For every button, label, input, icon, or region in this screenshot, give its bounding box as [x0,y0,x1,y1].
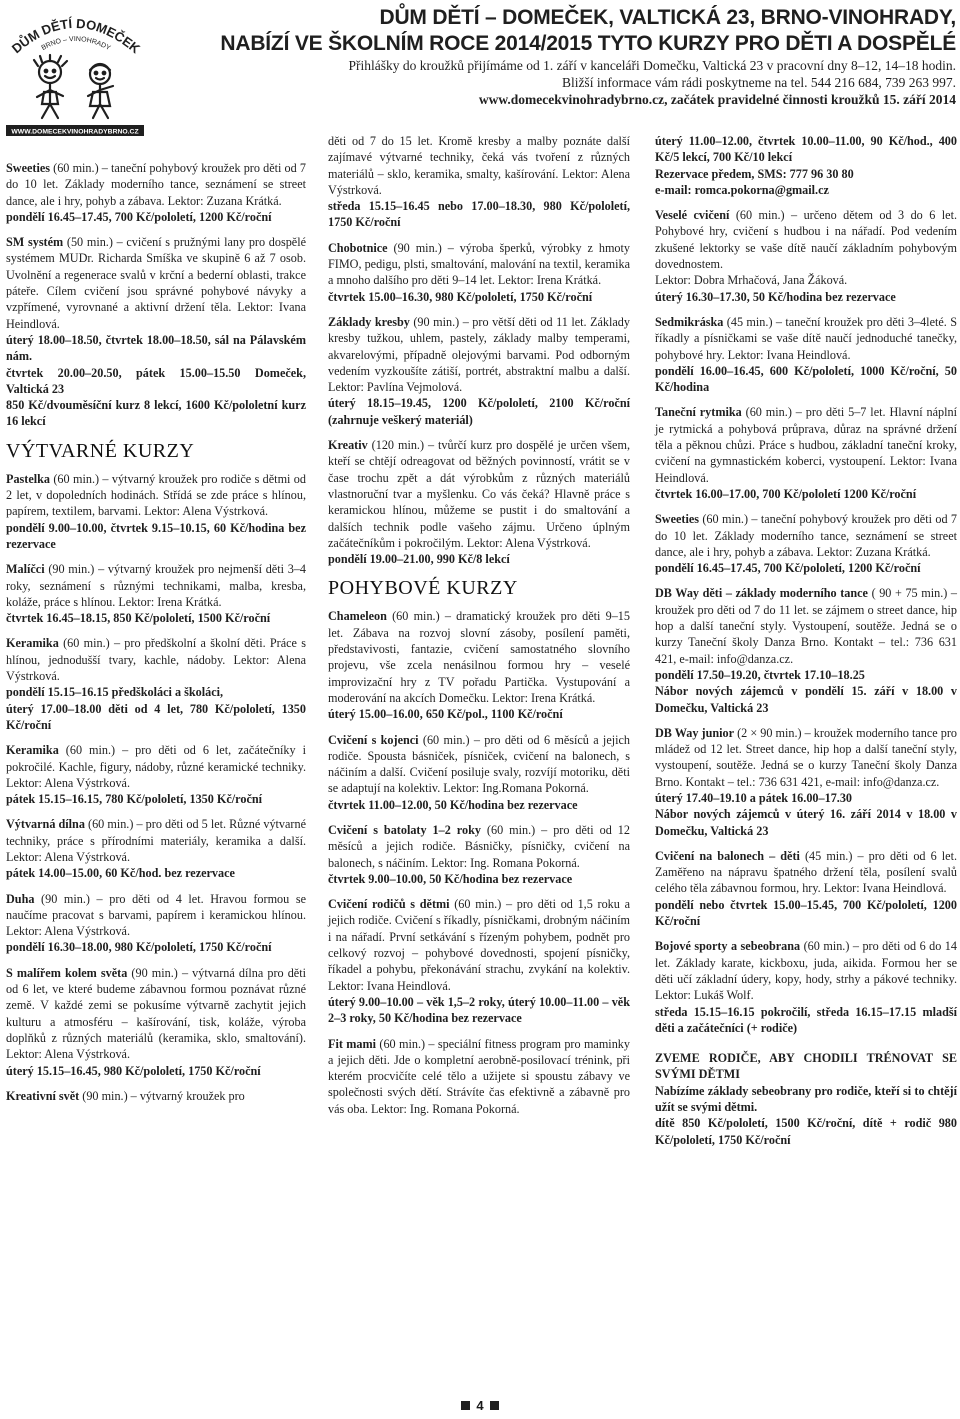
course-sweeties-2 [655,511,957,576]
course-description: ( 90 + 75 min.) – kroužek pro děti od 7 do 11 let. se zájmem o street dance, hip hop a další taneční styly. Vystoupení, soutěže. Jedná se o kurzy Taneční školy Danza Brno. Kontakt – tel.: 736 631 421, e-mail: info@danza.cz. [655,586,957,666]
column-1 [6,160,306,1113]
column-3 [655,133,957,1157]
invite-heading: ZVEME RODIČE, ABY CHODILI TRÉNOVAT SE SVÝMI DĚTMI [655,1051,957,1082]
course-description: (60 min.) – určeno dětem od 3 do 6 let. Pohybové hry, cvičení s hudbou i na nářadí. Pod vedením zkušené lektorky se vaše dítě naučí základním pohybovým dovednostem. [655,208,957,272]
course-schedule: čtvrtek 15.00–16.30, 980 Kč/pololetí, 1750 Kč/roční [328,289,593,304]
course-description: (90 min.) – pro děti od 4 let. Hravou formou se naučíme pracovat s barvami, papírem i keramickou hlínou. Lektor: Alena Výstrková. [6,891,306,939]
course-description: (60 min.) – pro děti od 1,5 roku a jejich rodiče. Cvičení s říkadly, písničkami, drobným náčiním i na nářadí. První setkávání s řízeným pohybem, podnět pro celkový rozvoj – pohybové dovednosti, spojení písničky, říkadel a pohybu, překonávání strachu, zvykání na kolektiv. Lektor: Ivana Heindlová. [328,897,630,993]
course-description: (120 min.) – tvůrčí kurz pro dospělé je určen všem, kteří se chtějí odreagovat od běžných povinností, vrátit se v čase trochu zpět a dát výrobkům z různých materiálů vlastnoruční tvar a myšlenku. Co vás čeká? Hlavně práce s keramickou hlínou, můžeme se pustit i do smaltování a dalších technik podle vašeho zájmu. Určeno úplným začátečníkům i pokročilým. Lektor: Alena Výstrková. [328,438,630,550]
course-name: Keramika [6,636,59,651]
course-description: děti od 7 do 15 let. Kromě kresby a malby poznáte další zajímavé výtvarné techniky, čeká vás tvoření z různých materiálů – sklo, keramika, smalty, kašírování. Lektor: Alena Výstrková. [328,134,630,197]
course-pastelka [6,471,306,552]
course-cviceni-na-balonech [655,848,957,929]
course-fit-mami [328,1036,630,1117]
course-name: DB Way děti – základy moderního tance [655,586,868,601]
course-cviceni-s-batolaty [328,822,630,887]
course-schedule: čtvrtek 16.45–18.15, 850 Kč/pololetí, 1500 Kč/roční [6,611,271,626]
course-name: Kreativ [328,438,368,453]
course-description: (60 min.) – taneční pohybový kroužek pro děti od 7 do 10 let. Základy moderního tance, seznámení se street dance, ale i hry, pohyb a zábava. Lektor: Zuzana Krátká. [6,161,306,208]
course-description: (50 min.) – cvičení s pružnými lany pro dospělé systémem MUDr. Richarda Smíška ve skupině 6 až 7 osob. Uvolnění a regenerace svalů v krční a bederní oblasti, trakce páteře. Cílem cvičení jsou správné pohybové návyky a vzpřímené, vyrovnané a aktivní držení těla. Lektor: Ivana Heindlová. [6,235,306,331]
course-schedule: úterý 18.15–19.45, 1200 Kč/pololetí, 2100 Kč/roční (zahrnuje veškerý materiál) [328,396,630,427]
course-name: Chobotnice [328,240,388,255]
course-price: 850 Kč/dvouměsíční kurz 8 lekcí, 1600 Kč/pololetní kurz 16 lekcí [6,398,306,429]
course-schedule: pondělí 16.30–18.00, 980 Kč/pololetí, 1750 Kč/roční [6,940,272,955]
course-chobotnice [328,240,630,305]
course-zaklady-kresby [328,314,630,428]
course-description: (60 min.) – pro předškolní a školní děti. Práce s hlínou, jednodušší tvary, kachle, nádoby. Lektor: Alena Výstrková. [6,636,306,684]
course-description: (60 min.) – pro děti od 5 let. Různé výtvarné techniky, práce s přírodními materiály, keramika a další. Lektor: Alena Výstrková. [6,817,306,864]
course-name: DB Way junior [655,725,735,740]
course-description: (45 min.) – pro děti od 6 let. Zaměřeno na nápravu špatného držení těla, posílení svalů celého těla zábavnou formou, hry. Lektor: Ivana Heindlová. [655,848,958,896]
column-2 [328,133,630,1126]
course-keramika-1 [6,635,306,733]
course-schedule: čtvrtek 16.00–17.00, 700 Kč/pololetí 1200 Kč/roční [655,486,917,501]
course-cviceni-rodicu [328,896,630,1026]
course-description: (60 min.) – pro děti od 6 do 14 let. Základy karate, kickboxu, juda, aikida. Formou her se děti učí základní údery, kopy, hody, strhy a pákové techniky. Lektor: Lukáš Wolf. [655,939,957,1003]
course-schedule: pátek 15.15–16.15, 780 Kč/pololetí, 1350 Kč/roční [6,792,263,807]
course-bojove-sporty [655,938,957,1036]
invite-price: dítě 850 Kč/pololetí, 1500 Kč/roční, dítě + rodič 980 Kč/pololetí, 1750 Kč/roční [655,1116,957,1147]
logo-text-bottom: BRNO – VINOHRADY [40,35,112,53]
course-description: (60 min.) – pro děti od 6 let, začátečníky i pokročilé. Kachle, figury, nádoby, různé keramické techniky. Lektor: Alena Výstrková. [6,743,306,790]
course-description: (60 min.) – výtvarný kroužek pro rodiče s dětmi od 2 let, v dopoledních hodinách. Střídá se zde práce s hlínou, papírem, textilem, barvami. Lektor: Alena Výstrková. [6,471,306,519]
course-description: (2 × 90 min.) – kroužek moderního tance pro mládež od 12 let. Street dance, hip hop a další taneční styly, vystoupení, soutěže. Jedná se o kurzy Taneční školy Danza Brno. Kontakt – tel.: 736 631 421, e-mail: info@danza.cz. [655,725,957,789]
header-title-line2: NABÍZÍ VE ŠKOLNÍM ROCE 2014/2015 TYTO KURZY PRO DĚTI A DOSPĚLÉ [220,32,956,55]
course-schedule: čtvrtek 11.00–12.00, 50 Kč/hodina bez rezervace [328,797,578,812]
course-name: Cvičení na balonech – děti [655,848,800,863]
course-schedule: pondělí 17.50–19.20, čtvrtek 17.10–18.25 [655,667,865,682]
page-header [160,5,956,108]
course-name: Kreativní svět [6,1088,80,1103]
course-name: Sweeties [655,512,699,527]
course-schedule: pondělí 16.00–16.45, 600 Kč/pololetí, 1000 Kč/roční, 50 Kč/hodina [655,363,957,395]
course-description: (90 min.) – výtvarný kroužek pro [79,1088,245,1103]
course-schedule: čtvrtek 20.00–20.50, pátek 15.00–15.50 Domeček, Valtická 23 [6,365,306,396]
course-kreativni-svet-cont [328,133,630,231]
course-name: Bojové sporty a sebeobrana [655,939,801,954]
logo-graphic [0,0,150,138]
course-name: Sweeties [6,161,50,175]
invite-text: Nabízíme základy sebeobrany pro rodiče, kteří si to chtějí užít se svými dětmi. [655,1083,957,1115]
course-sedmikraska [655,314,957,395]
course-sm-system [6,234,306,430]
course-description: (90 min.) – výtvarná dílna pro děti od 6 let, ve které budeme zábavnou formou poznávat různé země. V každé zemi se pokusíme výtvarně zachytit jejich kulturu a atmosféru – kašírování, tisk, koláže, výroba doplňků z různých materiálů (keramika, sklo, smaltování). Lektor: Alena Výstrková. [6,965,306,1062]
page-footer [0,1398,960,1414]
course-name: Keramika [6,743,59,758]
course-name: Sedmikráska [655,314,724,329]
course-reservation: Rezervace předem, SMS: 777 96 30 80 [655,166,854,181]
course-schedule: úterý 17.00–18.00 děti od 4 let, 780 Kč/pololetí, 1350 Kč/roční [6,701,306,732]
course-schedule: úterý 9.00–10.00 – věk 1,5–2 roky, úterý 10.00–11.00 – věk 2–3 roky, 50 Kč/hodina bez rezervace [328,994,630,1026]
course-schedule: úterý 16.30–17.30, 50 Kč/hodina bez rezervace [655,289,896,304]
course-chameleon [328,608,630,722]
header-registration-info: Přihlášky do kroužků přijímáme od 1. září v kanceláři Domečku, Valtická 23 v pracovní dny 8–12, 14–18 hodin. [348,58,956,73]
course-name: S malířem kolem světa [6,965,128,980]
course-schedule: úterý 11.00–12.00, čtvrtek 10.00–11.00, 90 Kč/hod., 400 Kč/5 lekcí, 700 Kč/10 lekcí [655,134,957,165]
course-parents-invite [655,1050,957,1148]
square-bullet-icon [461,1401,470,1410]
domecek-logo [0,0,150,138]
course-recruitment: Nábor nových zájemců v pondělí 15. září v 18.00 v Domečku, Valtická 23 [655,684,957,715]
course-kreativ [328,437,630,567]
course-schedule: středa 15.15–16.15 pokročilí, středa 16.15–17.15 mladší děti a začátečníci (+ rodiče) [655,1004,957,1035]
course-sweeties-1 [6,160,306,225]
course-name: SM systém [6,235,64,250]
course-description: (60 min.) – dramatický kroužek pro děti 9–15 let. Zábava na rozvoj slovní zásoby, posílení paměti, představivosti, fantazie, cvičení samostatného slovního projevu, vše zcela nenásilnou formou hry – veselé improvizační hry z TV pořadu Partička. Vystupování a moderování na akcích Domečku. Lektor: Irena Krátká. [328,609,630,705]
course-description: (90 min.) – výtvarný kroužek pro nejmenší děti 3–4 roky, seznámení s různými technikami, malba, kresba, koláže, práce s hlínou. Lektor: Irena Krátká. [6,562,306,609]
header-website-info: www.domecekvinohradybrno.cz, začátek pravidelné činnosti kroužků 15. září 2014 [478,92,956,107]
course-vesele-cviceni [655,207,957,305]
course-schedule: čtvrtek 9.00–10.00, 50 Kč/hodina bez rezervace [328,871,573,886]
course-schedule: pondělí 19.00–21.00, 990 Kč/8 lekcí [328,552,510,567]
logo-text-top: DŮM DĚTÍ DOMEČEK [8,15,144,57]
square-bullet-icon [490,1401,499,1410]
course-name: Duha [6,891,35,906]
course-name: Malíčci [6,562,45,577]
course-name: Cvičení s kojenci [328,732,419,747]
course-description: (45 min.) – taneční kroužek pro děti 3–4leté. S říkadly a písničkami se vaše dítě naučí jednoduché tanečky, pohybové hry. Lektor: Ivana Heindlová. [655,314,957,362]
course-schedule: úterý 18.00–18.50, čtvrtek 18.00–18.50, sál na Pálavském nám. [6,332,306,364]
course-name: Cvičení s batolaty 1–2 roky [328,822,481,837]
course-name: Veselé cvičení [655,208,730,223]
course-name: Chameleon [328,609,387,624]
course-fit-mami-cont [655,133,957,198]
course-schedule: středa 15.15–16.45 nebo 17.00–18.30, 980 Kč/pololetí, 1750 Kč/roční [328,199,630,230]
course-schedule: úterý 17.40–19.10 a pátek 16.00–17.30 [655,790,853,805]
course-s-malirem [6,965,306,1079]
page-number: 4 [476,1398,484,1413]
section-heading-movement: POHYBOVÉ KURZY [328,577,518,600]
course-schedule: pondělí 16.45–17.45, 700 Kč/pololetí, 1200 Kč/roční [655,561,921,576]
course-email: e-mail: romca.pokorna@gmail.cz [655,182,829,197]
svg-text:BRNO – VINOHRADY [40,36,111,52]
course-description: (60 min.) – pro děti 5–7 let. Hlavní náplní je rytmická a pohybová průprava, důraz na správné držení těla a pěknou chůzi. Práce s hudbou, základní taneční kroky, cvičení na gymnastickém koberci, vystoupení. Lektor: Ivana Heindlová. [655,405,957,485]
course-vytvarna-dilna [6,816,306,881]
course-recruitment: Nábor nových zájemců v úterý 16. září 2014 v 18.00 v Domečku, Valtická 23 [655,807,957,838]
course-schedule: pondělí 15.15–16.15 předškoláci a školáci, [6,685,224,700]
course-description: (60 min.) – taneční pohybový kroužek pro děti od 7 do 10 let. Základy moderního tance, seznámení se street dance, ale i hry, pohyb a zábava. Lektor: Zuzana Krátká. [655,512,957,559]
course-db-way-junior [655,725,957,839]
course-description: (90 min.) – pro větší děti od 11 let. Základy kresby tužkou, uhlem, pastely, základy malby temperami, akvarelovými, případně olejovými barvami. Pod odborným vedením vyzkoušíte zátiší, portrét, abstraktní malbu a další. Lektor: Pavlína Vejmolová. [328,314,630,395]
course-name: Pastelka [6,471,51,486]
course-schedule: pondělí nebo čtvrtek 15.00–15.45, 700 Kč/pololetí, 1200 Kč/roční [655,897,957,929]
course-schedule: úterý 15.15–16.45, 980 Kč/pololetí, 1750 Kč/roční [6,1063,261,1078]
course-tanecni-rytmika [655,404,957,502]
course-schedule: pátek 14.00–15.00, 60 Kč/hod. bez rezervace [6,866,235,881]
section-heading-art: VÝTVARNÉ KURZY [6,439,195,462]
course-name: Výtvarná dílna [6,817,85,832]
course-lector: Lektor: Dobra Mrhačová, Jana Žáková. [655,273,848,288]
header-phone-info: Bližší informace vám rádi poskytneme na tel. 544 216 684, 739 263 997. [561,75,956,90]
course-kreativni-svet [6,1088,306,1104]
header-title-line1: DŮM DĚTÍ – DOMEČEK, VALTICKÁ 23, BRNO-VINOHRADY, [379,6,956,29]
course-name: Fit mami [328,1036,377,1051]
course-name: Taneční rytmika [655,405,742,420]
course-description: (60 min.) – pro děti od 6 měsíců a jejich rodiče. Spousta básniček, písniček, cvičení na balonech, s náčiním a další. Cvičení posiluje svaly, rozvíjí motoriku, děti se adaptují na kolektiv. Lektor: Ing.Romana Pokorná. [328,732,631,796]
logo-url: WWW.DOMECEKVINOHRADYBRNO.CZ [11,128,139,136]
course-malicci [6,561,306,626]
course-keramika-2 [6,742,306,807]
course-db-way-deti [655,585,957,715]
course-cviceni-s-kojenci [328,732,630,813]
course-schedule: úterý 15.00–16.00, 650 Kč/pol., 1100 Kč/roční [328,707,563,722]
course-description: (60 min.) – pro děti od 12 měsíců a jejich rodiče. Básničky, písničky, cvičení na balonech, s náčiním. Lektor: Ing. Romana Pokorná. [328,822,630,870]
course-duha [6,891,306,956]
course-schedule: pondělí 16.45–17.45, 700 Kč/pololetí, 1200 Kč/roční [6,209,272,224]
course-schedule: pondělí 9.00–10.00, čtvrtek 9.15–10.15, 60 Kč/hodina bez rezervace [6,520,306,551]
course-name: Cvičení rodičů s dětmi [328,897,450,912]
course-description: (60 min.) – speciální fitness program pro maminky a jejich děti. Jde o kompletní aerobně-posilovací trénink, při kterém procvičíte celé tělo a užijete si spoustu zábavy ve společnosti svých dětí. Strávíte čas efektivně a zábavně pro vás oba. Lektor: Ing. Romana Pokorná. [328,1036,630,1116]
course-description: (90 min.) – výroba šperků, výrobky z hmoty FIMO, pedigu, plsti, smaltování, malování na textil, keramika a mnoho dalšího pro děti 9–14 let. Lektor: Irena Krátká. [328,240,630,288]
course-name: Základy kresby [328,314,410,329]
